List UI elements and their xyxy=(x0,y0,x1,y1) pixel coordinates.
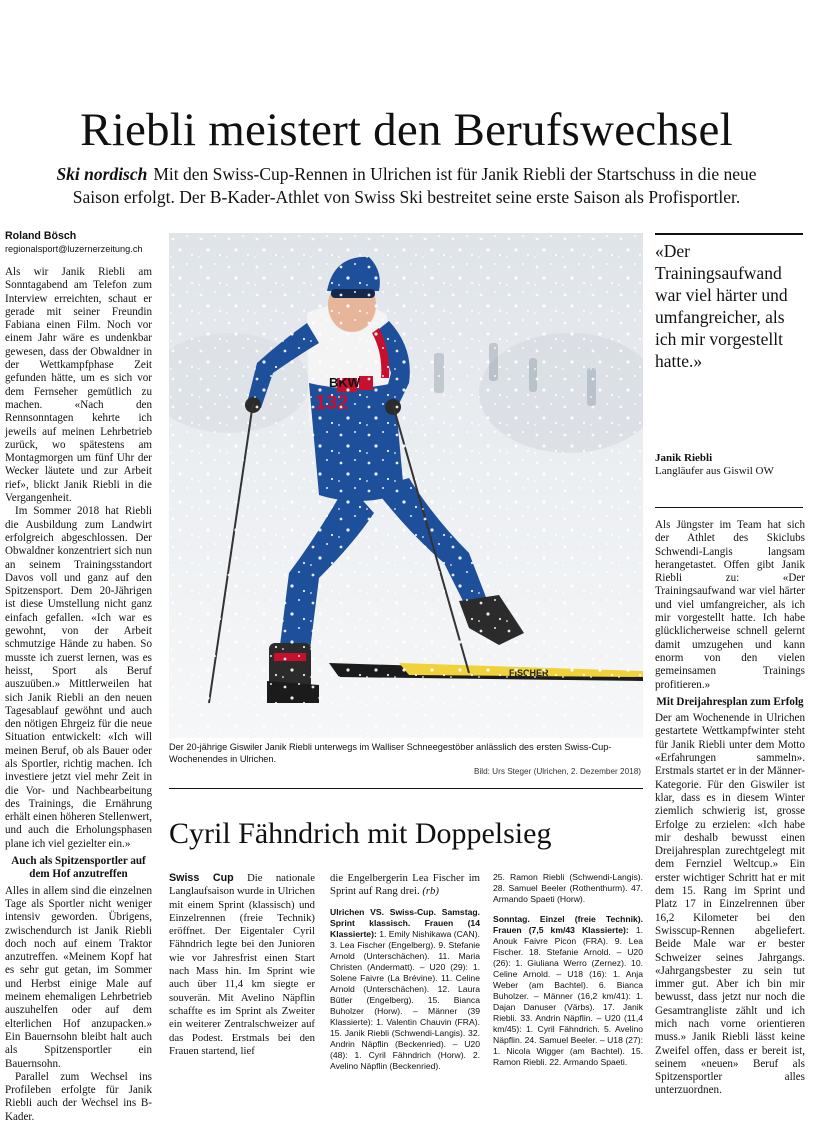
results-text: 1. Anouk Faivre Picon (FRA). 9. Lea Fischer. 18. Stefanie Arnold. – U20 (26): 1. Giuliana Werro (Zernez). 10. Celine Arnold. – U18 (16): 1. Anja Weber (am Bachtel). 6. Bianca Buholzer. – Männer (16,2 km/41): 1. Dajan Danuser (Värbs). 17. Janik Riebli. 33. Andrin Näpflin. – U20 (11,4 km/45): 1. Cyril Fähndrich. 5. Avelino Näpflin. 24. Samuel Beeler. – U18 (27): 1. Nicola Wigger (am Bachtel). 15. Ramon Riebli. 22. Armando Spaeti. xyxy=(493,925,643,1067)
deck xyxy=(50,163,763,209)
photo-caption: Der 20-jährige Giswiler Janik Riebli unterwegs im Walliser Schneegestöber anlässlich des ersten Swiss-Cup-Wochenendes in Ulrichen. xyxy=(169,742,612,764)
photo-skier xyxy=(169,233,643,738)
paragraph: Als Jüngster im Team hat sich der Athlet des Skiclubs Schwendi-Langis langsam herangetastet. Offen gibt Janik Riebli zu: «Der Trainingsaufwand war viel härter und viel umfangreicher, als ich mir vorgestellt hatte. Ich habe glücklicherweise schnell gelernt damit umzugehen und kann enorm von den vielen gemeinsamen Trainings profitieren.» xyxy=(655,519,805,691)
right-column xyxy=(655,519,805,1098)
results-text: 1. Emily Nishikawa (CAN). 3. Lea Fischer (Engelberg). 9. Stefanie Arnold (Unterschächen). 11. Maria Christen (Andermatt). – U20 (29): 1. Solene Faivre (La Brévine). 11. Celine Arnold (Unterschächen). 12. Laura Bütler (Engelberg). 15. Bianca Buholzer (Horw). – Männer (39 Klassierte): 1. Valentin Chauvin (FRA). 15. Janik Riebli (Schwendi-Langis). 32. Andrin Näpflin (Beckenried). – U20 (48): 1. Cyril Fähndrich (Horw). 2. Avelino Näpflin (Beckenried). xyxy=(330,928,480,1071)
results-heading: Ulrichen VS. Swiss-Cup. Samstag. Sprint klassisch. Frauen (14 Klassierte): xyxy=(330,906,480,939)
box-column-2 xyxy=(330,872,480,1072)
author-email: regionalsport@luzernerzeitung.ch xyxy=(5,244,143,254)
divider xyxy=(169,788,643,789)
left-column xyxy=(5,266,152,1124)
divider xyxy=(655,507,803,508)
quote-role: Langläufer aus Giswil OW xyxy=(655,465,774,477)
box-title: Cyril Fähndrich mit Doppelsieg xyxy=(169,817,552,850)
results-text: 25. Ramon Riebli (Schwendi-Langis). 28. Samuel Beeler (Rothenthurm). 47. Armando Spaeti (Horw). xyxy=(493,872,643,904)
box-text: die Engelbergerin Lea Fischer im Sprint auf Rang drei. xyxy=(330,872,480,898)
deck-text: Mit den Swiss-Cup-Rennen in Ulrichen ist für Janik Riebli der Startschuss in die neue Saison erfolgt. Der B-Kader-Athlet von Swiss Ski bestreitet seine erste Saison als Profisportler. xyxy=(72,164,757,207)
paragraph: Parallel zum Wechsel ins Profileben erfolgte für Janik Riebli auch der Wechsel ins B-Kader. xyxy=(5,1070,152,1123)
byline xyxy=(5,230,163,255)
quote-name: Janik Riebli xyxy=(655,452,713,464)
pull-quote-attribution xyxy=(655,452,805,478)
paragraph: Alles in allem sind die einzelnen Tage als Sportler nicht weniger intensiv geworden. Übrigens, zwischendurch ist Janik Riebli doch noch auf einem Traktor anzutreffen. «Meinem Kopf hat es sehr gut getan, im Sommer und Herbst einige Male auf meinem ehemaligen Lehrbetrieb auszuhelfen oder auf dem elterlichen Hof anzupacken.» Ein Bauernsohn bleibt halt auch als Spitzensportler ein Bauernsohn. xyxy=(5,884,152,1070)
results-heading: Sonntag. Einzel (freie Technik). Frauen (7,5 km/43 Klassierte): xyxy=(493,914,643,935)
box-column-1 xyxy=(169,872,315,1058)
paragraph: Im Sommer 2018 hat Riebli die Ausbildung zum Landwirt erfolgreich abgeschlossen. Der Obwaldner konzentriert sich nun an seinem Trainingsstandort Davos voll und ganz auf den Spitzensport. Dem 20-Jährigen ist diese Umstellung nicht ganz einfach gefallen. «Ich war es gewohnt, von der Arbeit schmutzige Hände zu haben. So musste ich zuerst lernen, was es heisst, Sport als Beruf auszuüben.» Mittlerweilen hat sich Janik Riebli an den neuen Tagesablauf gewöhnt und auch den nötigen Ehrgeiz für die neue Situation entwickelt: «Ich will meinen Beruf, ob als Bauer oder als Sportler, richtig machen. Ich investiere jetzt viel mehr Zeit in die Vor- und Nachbearbeitung des Trainings, die Ernährung erhält einen höheren Stellenwert, und auch die Erholungsphasen plane ich viel gezielter ein.» xyxy=(5,505,152,850)
photo-credit: Bild: Urs Steger (Ulrichen, 2. Dezember 2018) xyxy=(473,767,641,776)
box-column-3 xyxy=(493,872,643,1068)
kicker: Ski nordisch xyxy=(56,164,148,184)
headline: Riebli meistert den Berufswechsel xyxy=(80,104,733,156)
subheading: Auch als Spitzensportler auf dem Hof anzutreffen xyxy=(11,855,146,881)
box-signature: (rb) xyxy=(422,885,439,898)
paragraph: Der am Wochenende in Ulrichen gestartete Wettkampfwinter steht für Janik Riebli unter dem Motto «Erfahrungen sammeln». Erstmals startet er in der Männer-Kategorie. Für den Giswiler ist klar, dass es in diesem Winter ziemlich schwierig ist, grosse Erfolge zu erzielen: «Ich habe mir deshalb bewusst einen Dreijahresplan zurechtgelegt mit dem Fernziel Weltcup.» Ein erster wichtiger Schritt hat er mit dem 15. Rang im Sprint und Platz 17 in Einzelrennen über 16,2 Kilometer bei den Swisscup-Rennen abgeliefert. Beide Male war er bester Schweizer seines Jahrgangs. «Jahrgangsbester zu sein tut immer gut. Aber ich bin mir bewusst, dass jetzt nur noch die Gesamtrangliste zählt und ich mich nach vorne orientieren muss.» Janik Riebli lässt keine Zweifel offen, dass er bereit ist, seinem «neuen» Beruf als Spitzensportler alles unterzuordnen. xyxy=(655,712,805,1097)
subheading: Mit Dreijahresplan zum Erfolg xyxy=(656,695,804,708)
divider xyxy=(655,233,803,235)
box-lead: Swiss Cup xyxy=(169,872,234,884)
paragraph: Als wir Janik Riebli am Sonntagabend am Telefon zum Interview erreichten, schaut er gerade mit seiner Freundin Fabiana einen Film. Noch vor einem Jahr wäre es undenkbar gewesen, dass der Obwaldner in der Wettkampfphase Zeit gefunden hätte, um es sich vor dem Fernseher gemütlich zu machen. «Nach den Rennsonntagen kehrte ich jeweils auf meinen Lehrbetrieb zurück, wo spätestens am Montagmorgen um fünf Uhr der Wecker läutete und zur Arbeit rief», blickt Janik Riebli in die Vergangenheit. xyxy=(5,266,152,505)
pull-quote: «Der Trainingsaufwand war viel härter und umfangreicher, als ich mir vorgestellt hatte.» xyxy=(655,241,788,371)
skier-illustration xyxy=(169,233,643,738)
box-text: Die nationale Langlaufsaison wurde in Ulrichen mit einem Sprint (klassisch) und Einzelrennen (freie Technik) eröffnet. Der Eigentaler Cyril Fähndrich legte bei den Junioren wie vor Jahresfrist einen Start nach Mass hin. Im Sprint wie auch über 11,4 km siegte er souverän. Mit Avelino Näpflin schaffte es im Sprint als Zweiter ein weiterer Zentralschweizer auf das Podest. Erstmals bei den Frauen startend, lief xyxy=(169,872,316,1057)
author: Roland Bösch xyxy=(5,230,77,242)
